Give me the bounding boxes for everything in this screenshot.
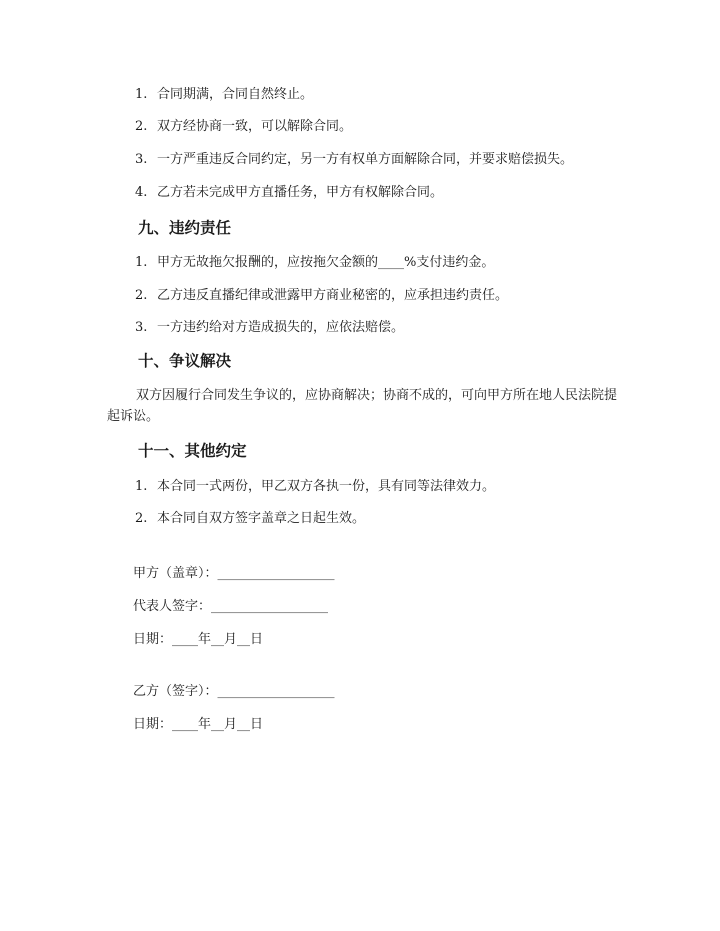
item-text: 乙方违反直播纪律或泄露甲方商业秘密的，应承担违约责任。 [157,288,509,303]
dispute-paragraph: 双方因履行合同发生争议的，应协商解决；协商不成的，可向甲方所在地人民法院提起诉讼。 [107,388,618,424]
item-text: 合同期满，合同自然终止。 [157,87,314,102]
item-number: 3. [135,320,148,335]
item-text: 本合同自双方签字盖章之日起生效。 [157,511,366,526]
party-b-date-line: 日期：____年__月__日 [133,717,264,732]
party-a-seal-line: 甲方（盖章）：__________________ [133,566,335,581]
item-number: 2. [135,511,148,526]
item-number: 1. [135,87,148,102]
section-heading-breach: 九、违约责任 [138,218,232,237]
item-number: 2. [135,119,148,134]
representative-signature-line: 代表人签字：__________________ [133,599,329,614]
item-text: 双方经协商一致，可以解除合同。 [157,119,353,134]
item-number: 1. [135,255,148,270]
section-heading-dispute: 十、争议解决 [138,351,232,370]
item-text: 一方严重违反合同约定，另一方有权单方面解除合同，并要求赔偿损失。 [157,152,574,167]
item-number: 2. [135,288,148,303]
item-text: 甲方无故拖欠报酬的，应按拖欠金额的____%支付违约金。 [157,255,495,270]
party-a-date-line: 日期：____年__月__日 [133,632,264,647]
section-heading-other: 十一、其他约定 [138,441,247,460]
item-number: 3. [135,152,148,167]
item-number: 4. [135,185,148,200]
item-text: 本合同一式两份，甲乙双方各执一份，具有同等法律效力。 [157,479,496,494]
item-number: 1. [135,479,148,494]
item-text: 乙方若未完成甲方直播任务，甲方有权解除合同。 [157,185,444,200]
party-b-signature-line: 乙方（签字）：__________________ [133,684,335,699]
item-text: 一方违约给对方造成损失的，应依法赔偿。 [157,320,405,335]
